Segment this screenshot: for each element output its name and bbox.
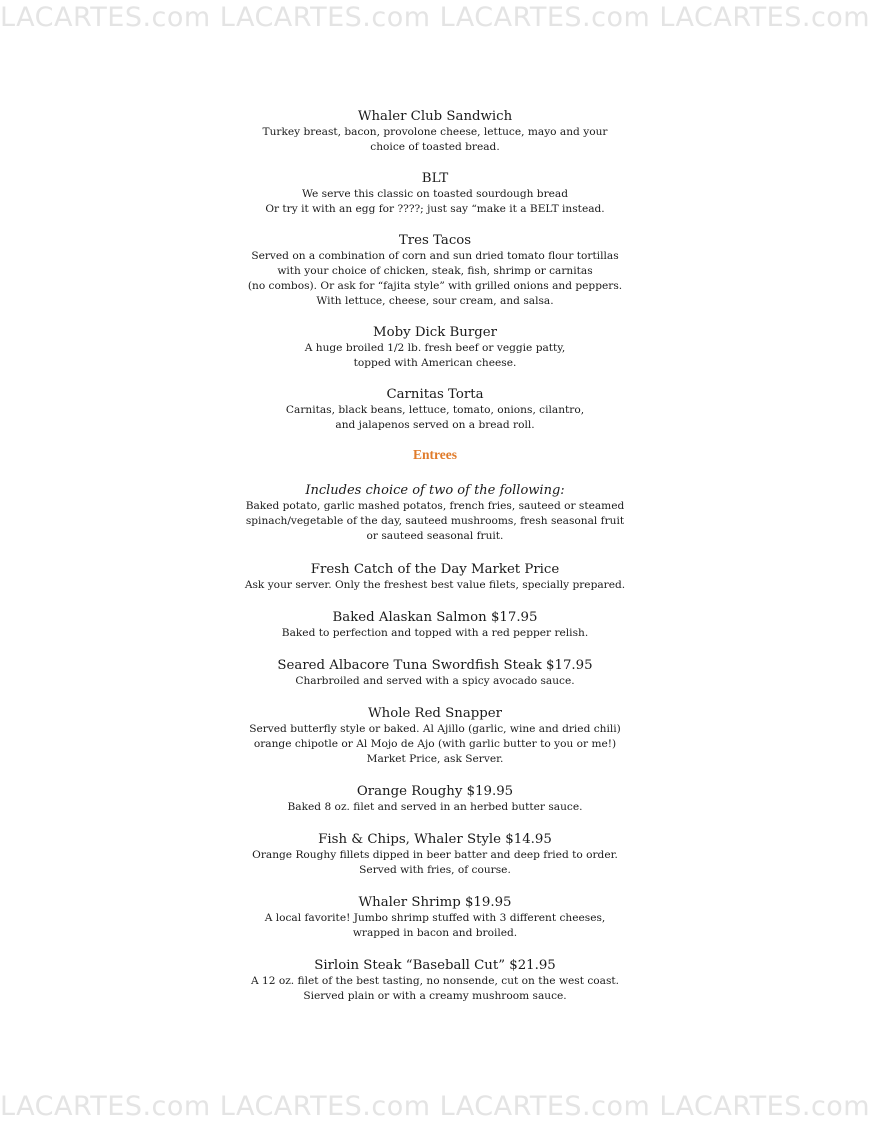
entrees-heading: Entrees [413, 447, 457, 462]
entree-item [0, 657, 870, 689]
entrees-intro-desc: Baked potato, garlic mashed potatos, french fries, sauteed or steamed [245, 500, 625, 512]
entree-name: Baked Alaskan Salmon $17.95 [332, 610, 538, 625]
entree-item [0, 957, 870, 1004]
menu-page [0, 108, 870, 1020]
menu-item-desc: Served on a combination of corn and sun dried tomato flour tortillas [251, 250, 619, 262]
entrees-intro-desc: spinach/vegetable of the day, sauteed mushrooms, fresh seasonal fruit [245, 515, 625, 527]
menu-item [0, 108, 870, 155]
entree-desc: Charbroiled and served with a spicy avocado sauce. [295, 675, 575, 687]
menu-item [0, 170, 870, 217]
entrees-intro-desc: or sauteed seasonal fruit. [366, 530, 504, 542]
entree-name: Orange Roughy $19.95 [356, 784, 514, 799]
entrees-intro-title: Includes choice of two of the following: [305, 483, 565, 498]
entree-desc: Ask your server. Only the freshest best value filets, specially prepared. [244, 579, 626, 591]
menu-item-desc: topped with American cheese. [353, 357, 517, 369]
entree-desc: Served butterfly style or baked. Al Ajillo (garlic, wine and dried chili) [249, 723, 621, 735]
menu-item-desc: and jalapenos served on a bread roll. [335, 419, 535, 431]
entree-desc: Baked 8 oz. filet and served in an herbed butter sauce. [287, 801, 583, 813]
entree-desc: A local favorite! Jumbo shrimp stuffed with 3 different cheeses, [264, 912, 606, 924]
menu-item-name: Tres Tacos [398, 233, 472, 248]
menu-item-desc: (no combos). Or ask for “fajita style” with grilled onions and peppers. [247, 280, 623, 292]
menu-item-desc: With lettuce, cheese, sour cream, and salsa. [316, 295, 554, 307]
menu-item [0, 386, 870, 433]
watermark-bottom: LACARTES.com LACARTES.com LACARTES.com LACARTES.com [0, 1091, 870, 1122]
menu-item-name: BLT [421, 171, 449, 186]
menu-item-name: Carnitas Torta [386, 387, 484, 402]
menu-item-name: Whaler Club Sandwich [357, 109, 513, 124]
entree-item [0, 783, 870, 815]
menu-item-desc: Turkey breast, bacon, provolone cheese, lettuce, mayo and your [262, 126, 608, 138]
entree-item [0, 831, 870, 878]
menu-item [0, 232, 870, 309]
entree-desc: Served with fries, of course. [359, 864, 511, 876]
entree-name: Fresh Catch of the Day Market Price [310, 562, 560, 577]
entree-item [0, 894, 870, 941]
entree-desc: Baked to perfection and topped with a red pepper relish. [281, 627, 589, 639]
menu-item-desc: A huge broiled 1/2 lb. fresh beef or veggie patty, [304, 342, 566, 354]
menu-item-desc: choice of toasted bread. [370, 141, 500, 153]
menu-item-desc: with your choice of chicken, steak, fish, shrimp or carnitas [277, 265, 593, 277]
entree-desc: Sierved plain or with a creamy mushroom sauce. [303, 990, 567, 1002]
entree-item [0, 609, 870, 641]
entree-item [0, 561, 870, 593]
entree-item [0, 705, 870, 767]
watermark-top: LACARTES.com LACARTES.com LACARTES.com LACARTES.com [0, 2, 870, 33]
entree-desc: Orange Roughy fillets dipped in beer batter and deep fried to order. [252, 849, 618, 861]
menu-item-desc: Carnitas, black beans, lettuce, tomato, onions, cilantro, [285, 404, 585, 416]
menu-item-name: Moby Dick Burger [373, 325, 497, 340]
entree-desc: Market Price, ask Server. [366, 753, 504, 765]
entree-name: Fish & Chips, Whaler Style $14.95 [318, 832, 552, 847]
menu-item-desc: We serve this classic on toasted sourdough bread [301, 188, 569, 200]
entree-name: Whaler Shrimp $19.95 [358, 895, 512, 910]
entree-name: Whole Red Snapper [367, 706, 503, 721]
menu-item [0, 324, 870, 371]
entree-desc: wrapped in bacon and broiled. [352, 927, 518, 939]
entree-desc: orange chipotle or Al Mojo de Ajo (with garlic butter to you or me!) [253, 738, 617, 750]
entree-desc: A 12 oz. filet of the best tasting, no nonsende, cut on the west coast. [250, 975, 620, 987]
menu-item-desc: Or try it with an egg for ????; just say “make it a BELT instead. [265, 203, 605, 215]
entree-name: Sirloin Steak “Baseball Cut” $21.95 [314, 958, 556, 973]
entrees-intro [0, 482, 870, 544]
entree-name: Seared Albacore Tuna Swordfish Steak $17.95 [277, 658, 593, 673]
